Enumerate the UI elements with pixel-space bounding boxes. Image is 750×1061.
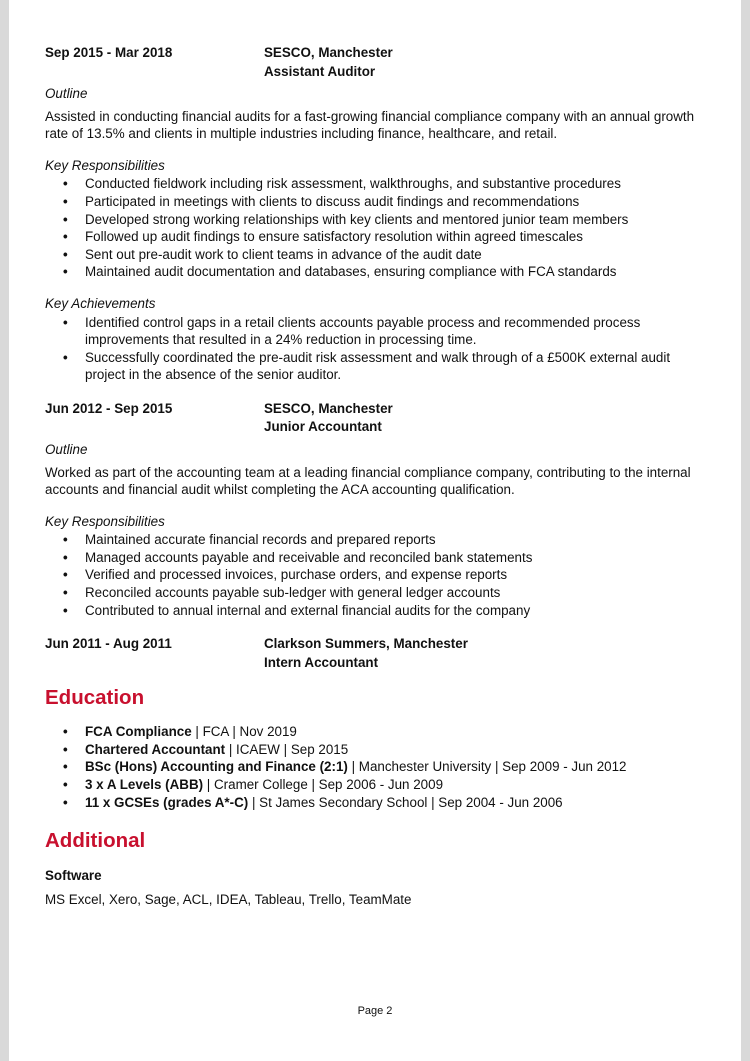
job-entry: [45, 400, 697, 619]
bullet-icon: •: [63, 741, 68, 757]
document-page: [9, 0, 741, 1061]
list-item-text: Sent out pre-audit work to client teams in advance of the audit date: [85, 246, 482, 262]
additional-section: [45, 829, 697, 908]
bullet-icon: •: [63, 759, 68, 775]
list-item: [45, 758, 697, 776]
list-item: [45, 566, 697, 584]
job-dates: Jun 2011 - Aug 2011: [45, 636, 172, 652]
job-company: Clarkson Summers, Manchester: [264, 636, 468, 652]
page-number: Page 2: [357, 1005, 393, 1017]
job-dates: Jun 2012 - Sep 2015: [45, 400, 173, 416]
qualification-name: 11 x GCSEs (grades A*-C): [85, 794, 249, 810]
additional-heading: Additional: [45, 829, 146, 853]
education-section: [45, 686, 697, 811]
list-item-text: Successfully coordinated the pre-audit risk assessment and walk through of a £500K external audit project in the absence of the senior auditor.: [85, 349, 671, 383]
list-item-text: Identified control gaps in a retail clients accounts payable process and recommended process improvements that resulted in a 24% reduction in processing time.: [85, 314, 641, 348]
bullet-icon: •: [63, 567, 68, 583]
outline-text: Assisted in conducting financial audits for a fast-growing financial compliance company with an annual growth rate of 13.5% and clients in multiple industries including finance, healthcare, and retail.: [45, 108, 695, 142]
list-item-text: Participated in meetings with clients to discuss audit findings and recommendations: [85, 193, 580, 209]
job-company: SESCO, Manchester: [264, 45, 393, 60]
responsibilities-list: [45, 175, 697, 281]
list-item-text: Followed up audit findings to ensure satisfactory resolution within agreed timescales: [85, 229, 583, 245]
list-item: [45, 531, 697, 549]
software-label: Software: [45, 868, 102, 884]
responsibilities-label: Key Responsibilities: [45, 513, 165, 529]
job-entry: [45, 44, 697, 384]
job-role: Assistant Auditor: [264, 63, 376, 79]
education-heading: Education: [45, 686, 145, 710]
list-item: [45, 776, 697, 794]
bullet-icon: •: [63, 724, 68, 740]
qualification-name: FCA Compliance: [85, 724, 192, 740]
list-item: [45, 741, 697, 759]
qualification-details: | ICAEW | Sep 2015: [225, 741, 349, 757]
list-item: [45, 349, 697, 384]
bullet-icon: •: [63, 549, 68, 565]
bullet-icon: •: [63, 193, 68, 209]
bullet-icon: •: [63, 349, 68, 365]
job-header: [45, 44, 697, 81]
job-organisation: [264, 635, 468, 672]
bullet-icon: •: [63, 532, 68, 548]
bullet-icon: •: [63, 602, 68, 618]
qualification-details: | Cramer College | Sep 2006 - Jun 2009: [203, 777, 444, 793]
software-list: MS Excel, Xero, Sage, ACL, IDEA, Tableau, Trello, TeamMate: [45, 891, 412, 907]
list-item-text: Maintained accurate financial records and prepared reports: [85, 532, 436, 548]
responsibilities-list: [45, 531, 697, 619]
bullet-icon: •: [63, 176, 68, 192]
bullet-icon: •: [63, 211, 68, 227]
qualification-details: | FCA | Nov 2019: [191, 724, 297, 740]
list-item-text: Maintained audit documentation and databases, ensuring compliance with FCA standards: [85, 264, 617, 280]
list-item-text: Developed strong working relationships with key clients and mentored junior team members: [85, 211, 629, 227]
outline-text: Worked as part of the accounting team at a leading financial compliance company, contributing to the internal accounts and financial audit whilst completing the ACA accounting qualification.: [45, 464, 691, 498]
list-item: [45, 175, 697, 193]
list-item: [45, 211, 697, 229]
qualification-name: 3 x A Levels (ABB): [85, 777, 204, 793]
job-entry: [45, 635, 697, 672]
job-company: SESCO, Manchester: [264, 400, 393, 416]
list-item: [45, 314, 697, 349]
bullet-icon: •: [63, 585, 68, 601]
list-item: [45, 584, 697, 602]
list-item-text: Conducted fieldwork including risk assessment, walkthroughs, and substantive procedures: [85, 176, 621, 192]
bullet-icon: •: [63, 246, 68, 262]
list-item: [45, 193, 697, 211]
qualification-name: Chartered Accountant: [85, 741, 226, 757]
list-item: [45, 263, 697, 281]
job-header: [45, 635, 697, 672]
bullet-icon: •: [63, 794, 68, 810]
list-item-text: Reconciled accounts payable sub-ledger with general ledger accounts: [85, 585, 501, 601]
list-item-text: Managed accounts payable and receivable and reconciled bank statements: [85, 549, 533, 565]
job-organisation: [264, 400, 393, 437]
bullet-icon: •: [63, 314, 68, 330]
responsibilities-label: Key Responsibilities: [45, 157, 165, 173]
list-item: [45, 723, 697, 741]
job-header: [45, 400, 697, 437]
qualification-name: BSc (Hons) Accounting and Finance (2:1): [85, 759, 348, 775]
qualification-details: | Manchester University | Sep 2009 - Jun 2012: [347, 759, 627, 775]
job-dates: Sep 2015 - Mar 2018: [45, 45, 173, 60]
list-item: [45, 228, 697, 246]
list-item: [45, 602, 697, 620]
job-role: Junior Accountant: [264, 419, 382, 435]
bullet-icon: •: [63, 264, 68, 280]
qualification-details: | St James Secondary School | Sep 2004 - Jun 2006: [248, 794, 563, 810]
page-content: [45, 44, 697, 908]
list-item: [45, 246, 697, 264]
job-organisation: [264, 44, 393, 81]
job-role: Intern Accountant: [264, 654, 379, 670]
achievements-label: Key Achievements: [45, 295, 156, 311]
achievements-list: [45, 314, 697, 384]
list-item: [45, 794, 697, 812]
bullet-icon: •: [63, 229, 68, 245]
outline-label: Outline: [45, 86, 88, 101]
bullet-icon: •: [63, 777, 68, 793]
list-item-text: Verified and processed invoices, purchase orders, and expense reports: [85, 567, 508, 583]
education-list: [45, 723, 697, 811]
outline-label: Outline: [45, 441, 88, 457]
list-item-text: Contributed to annual internal and external financial audits for the company: [85, 602, 531, 618]
list-item: [45, 549, 697, 567]
